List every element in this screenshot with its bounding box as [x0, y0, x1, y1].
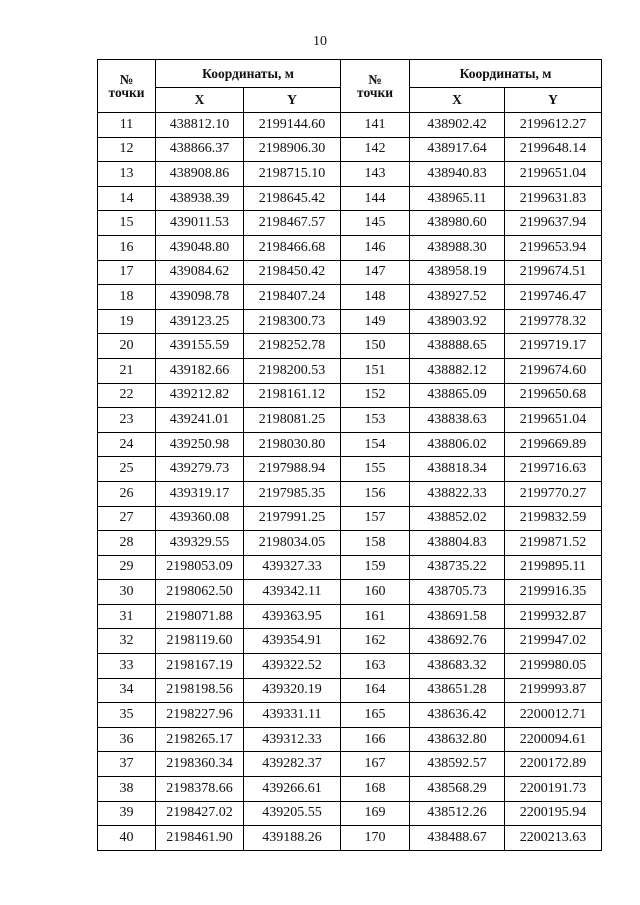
left-y-coordinate-cell: 439205.55	[244, 801, 341, 826]
left-point-number-cell: 38	[98, 777, 156, 802]
left-point-number-cell: 25	[98, 457, 156, 482]
header-number-sign: №	[119, 71, 134, 87]
left-x-coordinate-cell: 2198378.66	[156, 777, 244, 802]
left-point-number-cell: 24	[98, 432, 156, 457]
table-row	[98, 211, 602, 236]
right-point-number-cell: 141	[341, 113, 410, 138]
left-y-coordinate-cell: 439266.61	[244, 777, 341, 802]
right-x-coordinate-cell: 438692.76	[410, 629, 505, 654]
right-x-coordinate-cell: 438568.29	[410, 777, 505, 802]
left-y-coordinate-cell: 2198200.53	[244, 358, 341, 383]
right-x-coordinate-cell: 438804.83	[410, 531, 505, 556]
right-y-coordinate-cell: 2200012.71	[505, 703, 602, 728]
right-point-number-cell: 144	[341, 186, 410, 211]
table-row	[98, 309, 602, 334]
header-point-number-right	[341, 60, 410, 113]
table-row	[98, 555, 602, 580]
right-x-coordinate-cell: 438735.22	[410, 555, 505, 580]
left-y-coordinate-cell: 439327.33	[244, 555, 341, 580]
right-y-coordinate-cell: 2199895.11	[505, 555, 602, 580]
left-x-coordinate-cell: 438812.10	[156, 113, 244, 138]
table-row	[98, 678, 602, 703]
left-y-coordinate-cell: 2199144.60	[244, 113, 341, 138]
right-point-number-cell: 162	[341, 629, 410, 654]
right-point-number-cell: 168	[341, 777, 410, 802]
left-y-coordinate-cell: 439331.11	[244, 703, 341, 728]
left-point-number-cell: 36	[98, 727, 156, 752]
header-coordinates-right: Координаты, м	[410, 60, 602, 88]
right-y-coordinate-cell: 2199719.17	[505, 334, 602, 359]
left-point-number-cell: 40	[98, 826, 156, 851]
left-x-coordinate-cell: 2198265.17	[156, 727, 244, 752]
left-y-coordinate-cell: 439320.19	[244, 678, 341, 703]
header-x-left: X	[156, 88, 244, 113]
right-point-number-cell: 146	[341, 235, 410, 260]
left-x-coordinate-cell: 2198198.56	[156, 678, 244, 703]
right-y-coordinate-cell: 2199651.04	[505, 162, 602, 187]
left-x-coordinate-cell: 439182.66	[156, 358, 244, 383]
table-row	[98, 137, 602, 162]
left-x-coordinate-cell: 439241.01	[156, 408, 244, 433]
left-x-coordinate-cell: 439098.78	[156, 285, 244, 310]
left-x-coordinate-cell: 2198062.50	[156, 580, 244, 605]
left-x-coordinate-cell: 438866.37	[156, 137, 244, 162]
right-y-coordinate-cell: 2199653.94	[505, 235, 602, 260]
right-y-coordinate-cell: 2199637.94	[505, 211, 602, 236]
left-y-coordinate-cell: 439312.33	[244, 727, 341, 752]
left-point-number-cell: 18	[98, 285, 156, 310]
right-x-coordinate-cell: 438632.80	[410, 727, 505, 752]
right-point-number-cell: 149	[341, 309, 410, 334]
right-y-coordinate-cell: 2199832.59	[505, 506, 602, 531]
right-x-coordinate-cell: 438636.42	[410, 703, 505, 728]
right-x-coordinate-cell: 438903.92	[410, 309, 505, 334]
left-x-coordinate-cell: 439250.98	[156, 432, 244, 457]
right-x-coordinate-cell: 438882.12	[410, 358, 505, 383]
left-point-number-cell: 17	[98, 260, 156, 285]
left-y-coordinate-cell: 2198645.42	[244, 186, 341, 211]
right-y-coordinate-cell: 2199916.35	[505, 580, 602, 605]
table-row	[98, 457, 602, 482]
right-point-number-cell: 163	[341, 654, 410, 679]
right-x-coordinate-cell: 438488.67	[410, 826, 505, 851]
left-x-coordinate-cell: 2198119.60	[156, 629, 244, 654]
left-y-coordinate-cell: 2198715.10	[244, 162, 341, 187]
right-point-number-cell: 151	[341, 358, 410, 383]
coordinates-table	[97, 59, 602, 851]
right-x-coordinate-cell: 438917.64	[410, 137, 505, 162]
left-point-number-cell: 12	[98, 137, 156, 162]
right-y-coordinate-cell: 2200195.94	[505, 801, 602, 826]
right-x-coordinate-cell: 438822.33	[410, 481, 505, 506]
left-y-coordinate-cell: 2197991.25	[244, 506, 341, 531]
right-point-number-cell: 166	[341, 727, 410, 752]
left-y-coordinate-cell: 2198030.80	[244, 432, 341, 457]
left-point-number-cell: 16	[98, 235, 156, 260]
right-x-coordinate-cell: 438902.42	[410, 113, 505, 138]
header-coordinates-left: Координаты, м	[156, 60, 341, 88]
left-x-coordinate-cell: 2198427.02	[156, 801, 244, 826]
header-point-number-left	[98, 60, 156, 113]
left-point-number-cell: 28	[98, 531, 156, 556]
left-point-number-cell: 21	[98, 358, 156, 383]
table-row	[98, 629, 602, 654]
table-row	[98, 826, 602, 851]
right-x-coordinate-cell: 438888.65	[410, 334, 505, 359]
left-x-coordinate-cell: 2198167.19	[156, 654, 244, 679]
right-x-coordinate-cell: 438818.34	[410, 457, 505, 482]
left-y-coordinate-cell: 439354.91	[244, 629, 341, 654]
right-point-number-cell: 154	[341, 432, 410, 457]
left-point-number-cell: 19	[98, 309, 156, 334]
right-point-number-cell: 152	[341, 383, 410, 408]
left-point-number-cell: 34	[98, 678, 156, 703]
left-y-coordinate-cell: 439322.52	[244, 654, 341, 679]
left-y-coordinate-cell: 2197988.94	[244, 457, 341, 482]
right-x-coordinate-cell: 438927.52	[410, 285, 505, 310]
table-row	[98, 113, 602, 138]
right-point-number-cell: 160	[341, 580, 410, 605]
table-row	[98, 604, 602, 629]
right-x-coordinate-cell: 438651.28	[410, 678, 505, 703]
right-y-coordinate-cell: 2199651.04	[505, 408, 602, 433]
left-point-number-cell: 22	[98, 383, 156, 408]
header-point-word: точки	[357, 85, 394, 100]
right-y-coordinate-cell: 2199947.02	[505, 629, 602, 654]
left-point-number-cell: 20	[98, 334, 156, 359]
right-point-number-cell: 156	[341, 481, 410, 506]
left-point-number-cell: 23	[98, 408, 156, 433]
left-x-coordinate-cell: 439212.82	[156, 383, 244, 408]
left-point-number-cell: 15	[98, 211, 156, 236]
table-row	[98, 654, 602, 679]
table-row	[98, 235, 602, 260]
left-point-number-cell: 11	[98, 113, 156, 138]
table-row	[98, 334, 602, 359]
right-point-number-cell: 164	[341, 678, 410, 703]
right-y-coordinate-cell: 2199778.32	[505, 309, 602, 334]
left-x-coordinate-cell: 439360.08	[156, 506, 244, 531]
right-x-coordinate-cell: 438512.26	[410, 801, 505, 826]
table-row	[98, 432, 602, 457]
right-point-number-cell: 143	[341, 162, 410, 187]
right-y-coordinate-cell: 2199746.47	[505, 285, 602, 310]
right-y-coordinate-cell: 2200213.63	[505, 826, 602, 851]
right-x-coordinate-cell: 438806.02	[410, 432, 505, 457]
right-point-number-cell: 153	[341, 408, 410, 433]
left-y-coordinate-cell: 2198081.25	[244, 408, 341, 433]
right-x-coordinate-cell: 438705.73	[410, 580, 505, 605]
left-y-coordinate-cell: 2197985.35	[244, 481, 341, 506]
right-y-coordinate-cell: 2199871.52	[505, 531, 602, 556]
left-point-number-cell: 32	[98, 629, 156, 654]
left-x-coordinate-cell: 439048.80	[156, 235, 244, 260]
table-row	[98, 383, 602, 408]
right-y-coordinate-cell: 2200094.61	[505, 727, 602, 752]
left-point-number-cell: 29	[98, 555, 156, 580]
left-x-coordinate-cell: 438908.86	[156, 162, 244, 187]
right-y-coordinate-cell: 2199932.87	[505, 604, 602, 629]
left-y-coordinate-cell: 439188.26	[244, 826, 341, 851]
table-row	[98, 186, 602, 211]
header-row-1	[98, 60, 602, 88]
left-x-coordinate-cell: 2198360.34	[156, 752, 244, 777]
left-point-number-cell: 39	[98, 801, 156, 826]
left-y-coordinate-cell: 2198906.30	[244, 137, 341, 162]
left-x-coordinate-cell: 439084.62	[156, 260, 244, 285]
left-point-number-cell: 31	[98, 604, 156, 629]
right-point-number-cell: 157	[341, 506, 410, 531]
right-x-coordinate-cell: 438980.60	[410, 211, 505, 236]
left-point-number-cell: 37	[98, 752, 156, 777]
right-y-coordinate-cell: 2200172.89	[505, 752, 602, 777]
left-y-coordinate-cell: 2198252.78	[244, 334, 341, 359]
right-x-coordinate-cell: 438940.83	[410, 162, 505, 187]
right-y-coordinate-cell: 2199612.27	[505, 113, 602, 138]
left-x-coordinate-cell: 439279.73	[156, 457, 244, 482]
right-point-number-cell: 169	[341, 801, 410, 826]
right-point-number-cell: 167	[341, 752, 410, 777]
left-x-coordinate-cell: 439123.25	[156, 309, 244, 334]
table-row	[98, 358, 602, 383]
left-y-coordinate-cell: 2198467.57	[244, 211, 341, 236]
right-point-number-cell: 158	[341, 531, 410, 556]
header-x-right: X	[410, 88, 505, 113]
table-row	[98, 260, 602, 285]
table-row	[98, 531, 602, 556]
right-point-number-cell: 142	[341, 137, 410, 162]
right-y-coordinate-cell: 2199648.14	[505, 137, 602, 162]
right-point-number-cell: 155	[341, 457, 410, 482]
right-x-coordinate-cell: 438838.63	[410, 408, 505, 433]
right-x-coordinate-cell: 438965.11	[410, 186, 505, 211]
right-point-number-cell: 165	[341, 703, 410, 728]
table-row	[98, 703, 602, 728]
right-point-number-cell: 170	[341, 826, 410, 851]
table-row	[98, 580, 602, 605]
table-row	[98, 408, 602, 433]
right-x-coordinate-cell: 438988.30	[410, 235, 505, 260]
right-x-coordinate-cell: 438852.02	[410, 506, 505, 531]
left-x-coordinate-cell: 439011.53	[156, 211, 244, 236]
page-number: 10	[313, 34, 327, 49]
right-y-coordinate-cell: 2199770.27	[505, 481, 602, 506]
left-x-coordinate-cell: 438938.39	[156, 186, 244, 211]
left-point-number-cell: 33	[98, 654, 156, 679]
left-point-number-cell: 27	[98, 506, 156, 531]
right-y-coordinate-cell: 2199674.51	[505, 260, 602, 285]
right-x-coordinate-cell: 438958.19	[410, 260, 505, 285]
left-y-coordinate-cell: 2198407.24	[244, 285, 341, 310]
left-point-number-cell: 26	[98, 481, 156, 506]
right-point-number-cell: 161	[341, 604, 410, 629]
right-y-coordinate-cell: 2200191.73	[505, 777, 602, 802]
right-y-coordinate-cell: 2199993.87	[505, 678, 602, 703]
left-x-coordinate-cell: 2198053.09	[156, 555, 244, 580]
left-x-coordinate-cell: 2198227.96	[156, 703, 244, 728]
right-y-coordinate-cell: 2199674.60	[505, 358, 602, 383]
left-point-number-cell: 35	[98, 703, 156, 728]
right-y-coordinate-cell: 2199716.63	[505, 457, 602, 482]
right-x-coordinate-cell: 438691.58	[410, 604, 505, 629]
right-y-coordinate-cell: 2199669.89	[505, 432, 602, 457]
table-row	[98, 777, 602, 802]
table-row	[98, 752, 602, 777]
right-x-coordinate-cell: 438592.57	[410, 752, 505, 777]
table-row	[98, 162, 602, 187]
left-y-coordinate-cell: 2198466.68	[244, 235, 341, 260]
left-x-coordinate-cell: 439155.59	[156, 334, 244, 359]
left-y-coordinate-cell: 2198300.73	[244, 309, 341, 334]
right-point-number-cell: 159	[341, 555, 410, 580]
table-row	[98, 506, 602, 531]
header-y-right: Y	[505, 88, 602, 113]
right-y-coordinate-cell: 2199980.05	[505, 654, 602, 679]
header-number-sign: №	[368, 71, 382, 87]
right-point-number-cell: 150	[341, 334, 410, 359]
left-y-coordinate-cell: 439363.95	[244, 604, 341, 629]
left-x-coordinate-cell: 2198071.88	[156, 604, 244, 629]
header-point-word: точки	[108, 85, 145, 100]
right-point-number-cell: 147	[341, 260, 410, 285]
table-row	[98, 481, 602, 506]
left-x-coordinate-cell: 2198461.90	[156, 826, 244, 851]
table-row	[98, 801, 602, 826]
left-y-coordinate-cell: 2198034.05	[244, 531, 341, 556]
right-point-number-cell: 145	[341, 211, 410, 236]
left-y-coordinate-cell: 439342.11	[244, 580, 341, 605]
left-point-number-cell: 30	[98, 580, 156, 605]
left-y-coordinate-cell: 439282.37	[244, 752, 341, 777]
table-row	[98, 727, 602, 752]
right-x-coordinate-cell: 438683.32	[410, 654, 505, 679]
left-y-coordinate-cell: 2198450.42	[244, 260, 341, 285]
table-body	[98, 113, 602, 851]
left-point-number-cell: 13	[98, 162, 156, 187]
right-y-coordinate-cell: 2199631.83	[505, 186, 602, 211]
right-y-coordinate-cell: 2199650.68	[505, 383, 602, 408]
header-y-left: Y	[244, 88, 341, 113]
left-x-coordinate-cell: 439319.17	[156, 481, 244, 506]
right-x-coordinate-cell: 438865.09	[410, 383, 505, 408]
left-point-number-cell: 14	[98, 186, 156, 211]
right-point-number-cell: 148	[341, 285, 410, 310]
table-row	[98, 285, 602, 310]
left-x-coordinate-cell: 439329.55	[156, 531, 244, 556]
left-y-coordinate-cell: 2198161.12	[244, 383, 341, 408]
